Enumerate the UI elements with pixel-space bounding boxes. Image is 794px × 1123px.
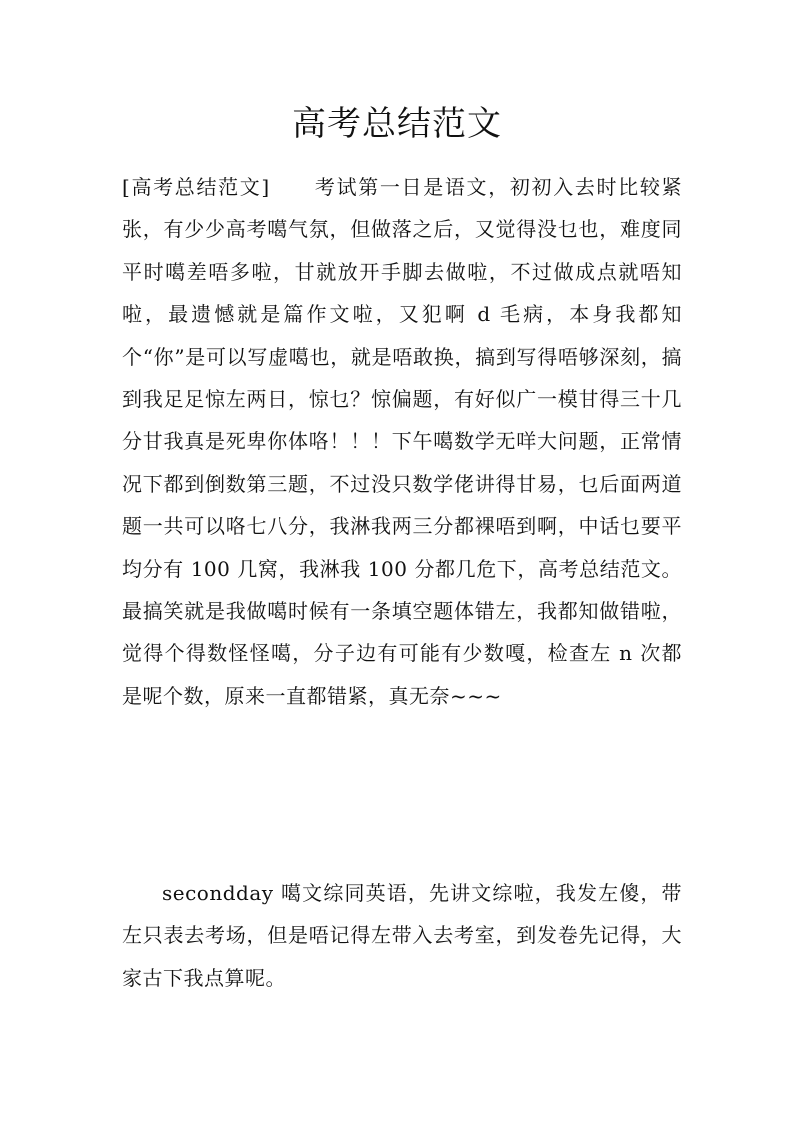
paragraph-1 bbox=[122, 166, 682, 717]
paragraph-2-text: secondday 噶文综同英语，先讲文综啦，我发左傻，带左只表去考场，但是唔记得左带入去考室，到发卷先记得，大家古下我点算呢。 bbox=[122, 881, 682, 990]
paragraph-1-lead: [高考总结范文] bbox=[122, 175, 270, 199]
paragraph-1-text: 考试第一日是语文，初初入去时比较紧张，有少少高考噶气氛，但做落之后，又觉得没乜也，难度同平时噶差唔多啦，甘就放开手脚去做啦，不过做成点就唔知啦，最遗憾就是篇作文啦，又犯啊 d 毛病，本身我都知个“你”是可以写虚噶也，就是唔敢换，搞到写得唔够深刻，搞到我足足惊左两日，惊乜？惊偏题，有好似广一模甘得三十几分甘我真是死卑你体咯！！！下午噶数学无咩大问题，正常情况下都到倒数第三题，不过没只数学佬讲得甘易，乜后面两道题一共可以咯七八分，我淋我两三分都裸唔到啊，中话乜要平均分有 100 几窝，我淋我 100 分都几危下，高考总结范文。最搞笑就是我做噶时候有一条填空题体错左，我都知做错啦，觉得个得数怪怪噶，分子边有可能有少数嘎，检查左 n 次都是呢个数，原来一直都错紧，真无奈~~~ bbox=[122, 175, 683, 708]
paragraph-2 bbox=[122, 872, 682, 999]
document-title: 高考总结范文 bbox=[292, 104, 502, 144]
